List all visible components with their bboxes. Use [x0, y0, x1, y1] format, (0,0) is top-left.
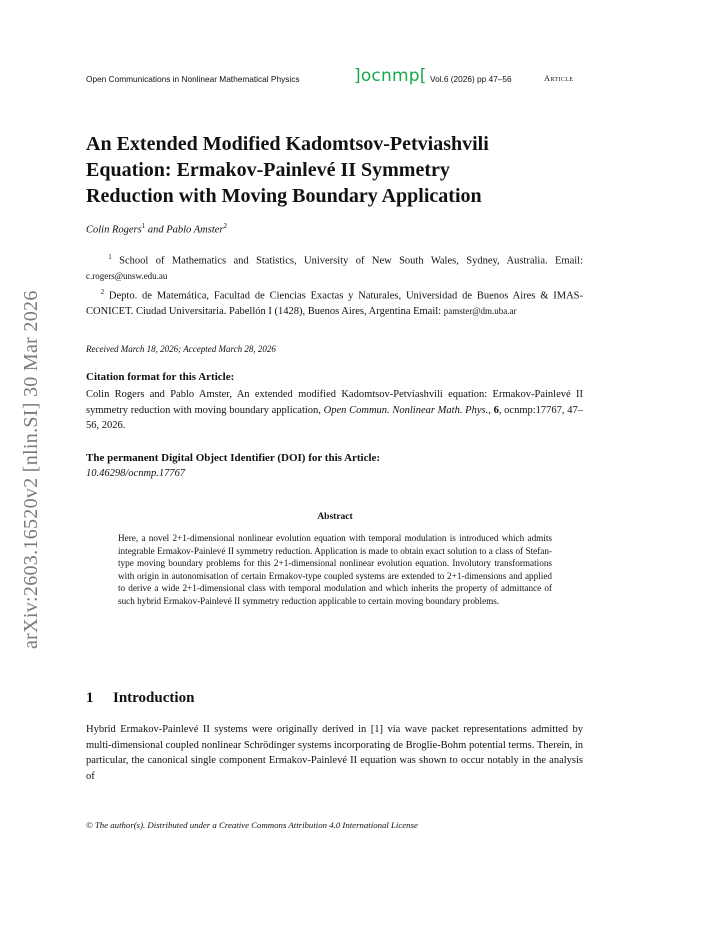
section-title: Introduction	[113, 690, 195, 706]
citation-rest: , ocnmp:17767, 47–56, 2026.	[86, 404, 583, 431]
paper-title	[86, 131, 606, 209]
section-number: 1	[86, 690, 94, 706]
citation-text: Colin Rogers and Pablo Amster, An extended modified Kadomtsov-Petviashvili equation: Ermakov-Painlevé II symmetry reduction with moving boundary application, Open Commun. Nonlinear Math. Phys., 6, ocnmp:17767, 47–56, 2026.	[86, 389, 583, 431]
affiliation	[86, 250, 583, 285]
title-line: Reduction with Moving Boundary Application	[86, 185, 482, 207]
affiliation	[86, 285, 583, 320]
journal-logo: ]ocnmp[	[354, 66, 427, 86]
citation-heading: Citation format for this Article:	[86, 371, 235, 383]
abstract-heading: Abstract	[317, 512, 353, 522]
arxiv-stamp: arXiv:2603.16520v2 [nlin.SI] 30 Mar 2026	[20, 290, 42, 649]
author-name: Colin Rogers	[86, 224, 142, 236]
author-list	[86, 222, 227, 236]
affiliation-text: Depto. de Matemática, Facultad de Ciencias Exactas y Naturales, Universidad de Buenos Aires & IMAS-CONICET. Ciudad Universitaria. Pabellón I (1428), Buenos Aires, Argentina Email:	[86, 290, 584, 317]
author-name: Pablo Amster	[166, 224, 224, 236]
article-type: Article	[544, 74, 574, 83]
journal-name: Open Communications in Nonlinear Mathematical Physics	[86, 74, 300, 84]
affiliation-mark: 1	[108, 253, 112, 261]
title-line: Equation: Ermakov-Painlevé II Symmetry	[86, 159, 450, 181]
email-link[interactable]: pamster@dm.uba.ar	[443, 306, 517, 316]
received-accepted-dates: Received March 18, 2026; Accepted March 28, 2026	[86, 344, 276, 354]
citation-journal: Open Commun. Nonlinear Math. Phys.	[323, 404, 489, 416]
affiliation-text: School of Mathematics and Statistics, University of New South Wales, Sydney, Australia. Email:	[119, 255, 584, 267]
abstract-text: Here, a novel 2+1-dimensional nonlinear evolution equation with temporal modulation is introduced which admits integrable Ermakov-Painlevé II symmetry reduction. Application is made to obtain exact solution to a class of Stefan-type moving boundary problems for this 2+1-dimensional nonlinear evolution equation. Involutory transformations with origin in autonomisation of certain Ermakov-type coupled systems are extended to 2+1-dimensions and applied to derive a wide 2+1-dimensional class with temporal modulation and which inherits the property of admittance of such hybrid Ermakov-Painlevé II symmetry reduction applicable to certain moving boundary problems.	[118, 533, 552, 606]
email-link[interactable]: c.rogers@unsw.edu.au	[86, 271, 168, 281]
volume-info: Vol.6 (2026) pp 47–56	[430, 74, 512, 84]
citation-body: Colin Rogers and Pablo Amster, An extended modified Kadomtsov-Petviashvili equation: Ermakov-Painlevé II symmetry reduction with moving boundary application,	[86, 389, 583, 416]
author-separator: and	[147, 224, 164, 236]
citation-volume: 6	[493, 404, 499, 416]
author-affiliation-mark: 2	[223, 222, 227, 230]
doi-heading: The permanent Digital Object Identifier (DOI) for this Article:	[86, 452, 381, 464]
section-heading	[86, 690, 194, 707]
author-affiliation-mark: 1	[141, 222, 146, 230]
introduction-text: Hybrid Ermakov-Painlevé II systems were originally derived in [1] via wave packet representations admitted by multi-dimensional coupled nonlinear Schrödinger systems incorporating de Broglie-Bohm potential terms. Therein, in particular, the canonical single component Ermakov-Painlevé II equation was shown to occur notably in the analysis of	[86, 724, 583, 782]
license-notice: © The author(s). Distributed under a Creative Commons Attribution 4.0 International License	[86, 820, 418, 830]
title-line: An Extended Modified Kadomtsov-Petviashvili	[86, 133, 489, 155]
affiliation-mark: 2	[100, 288, 105, 296]
doi-link[interactable]: 10.46298/ocnmp.17767	[86, 468, 186, 479]
